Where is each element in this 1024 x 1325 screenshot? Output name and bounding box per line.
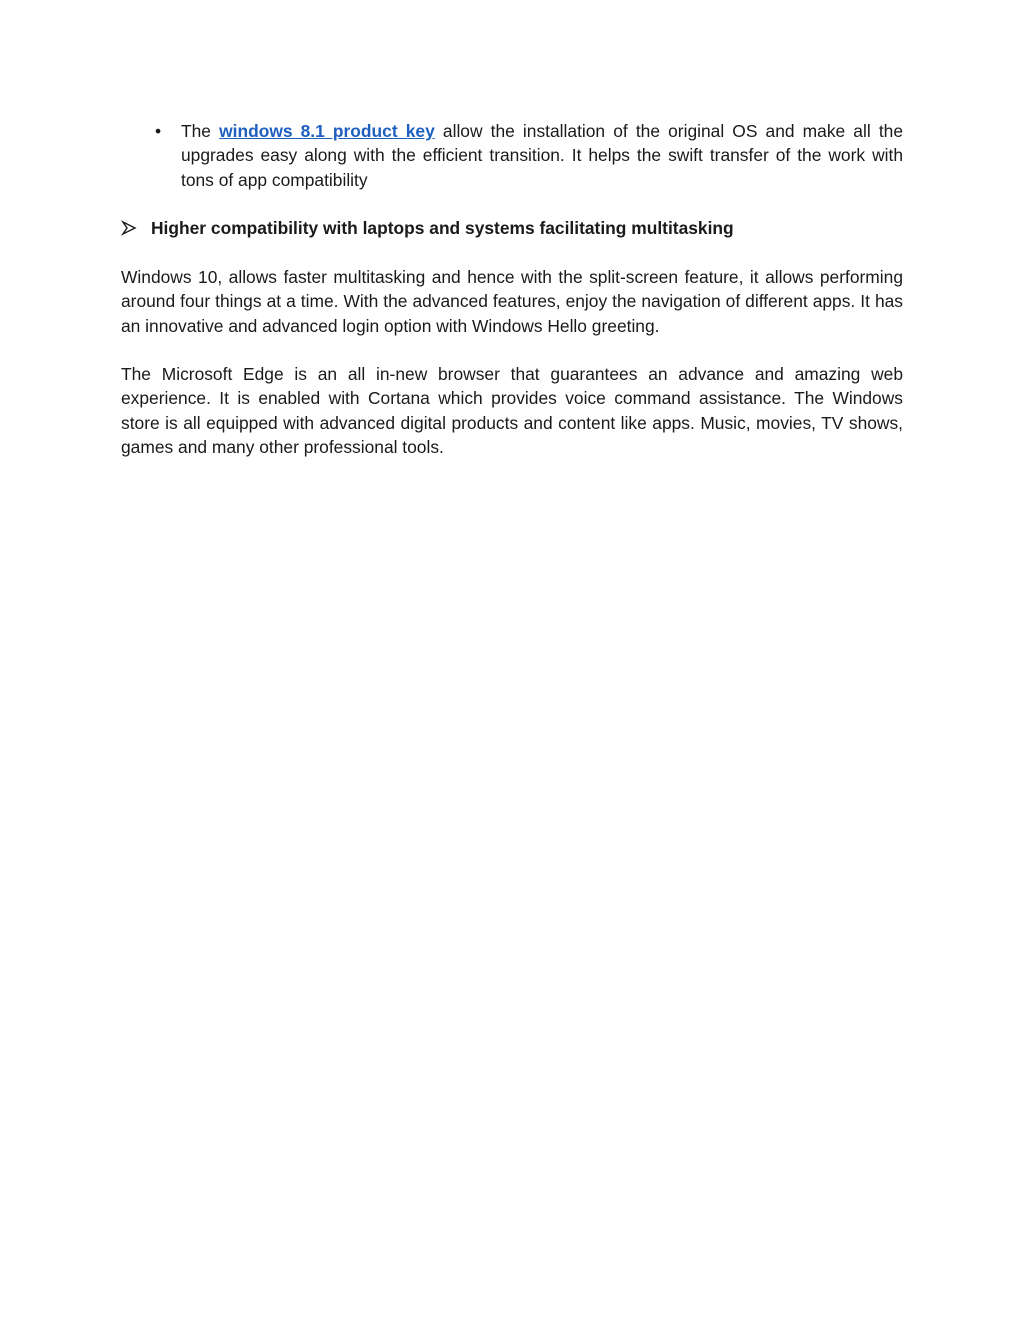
product-key-link[interactable]: windows 8.1 product key bbox=[219, 121, 435, 141]
section-heading: Higher compatibility with laptops and systems facilitating multitasking bbox=[151, 218, 734, 238]
bullet-suffix: allow the installation of the original OS and make all the upgrades easy along with the efficient transition. It helps the swift transfer of the work with tons of app compatibility bbox=[181, 121, 903, 190]
paragraph-multitasking: Windows 10, allows faster multitasking and hence with the split-screen feature, it allows performing around four things at a time. With the advanced features, enjoy the navigation of different apps. It has an innovative and advanced login option with Windows Hello greeting. bbox=[121, 267, 903, 336]
paragraph-edge-browser: The Microsoft Edge is an all in-new browser that guarantees an advance and amazing web experience. It is enabled with Cortana which provides voice command assistance. The Windows store is all equipped with advanced digital products and content like apps. Music, movies, TV shows, games and many other professional tools. bbox=[121, 364, 903, 458]
bullet-dot-icon: • bbox=[154, 121, 162, 141]
bullet-prefix: The bbox=[181, 121, 211, 141]
arrowhead-icon bbox=[120, 216, 140, 240]
bullet-list-item bbox=[181, 119, 903, 192]
